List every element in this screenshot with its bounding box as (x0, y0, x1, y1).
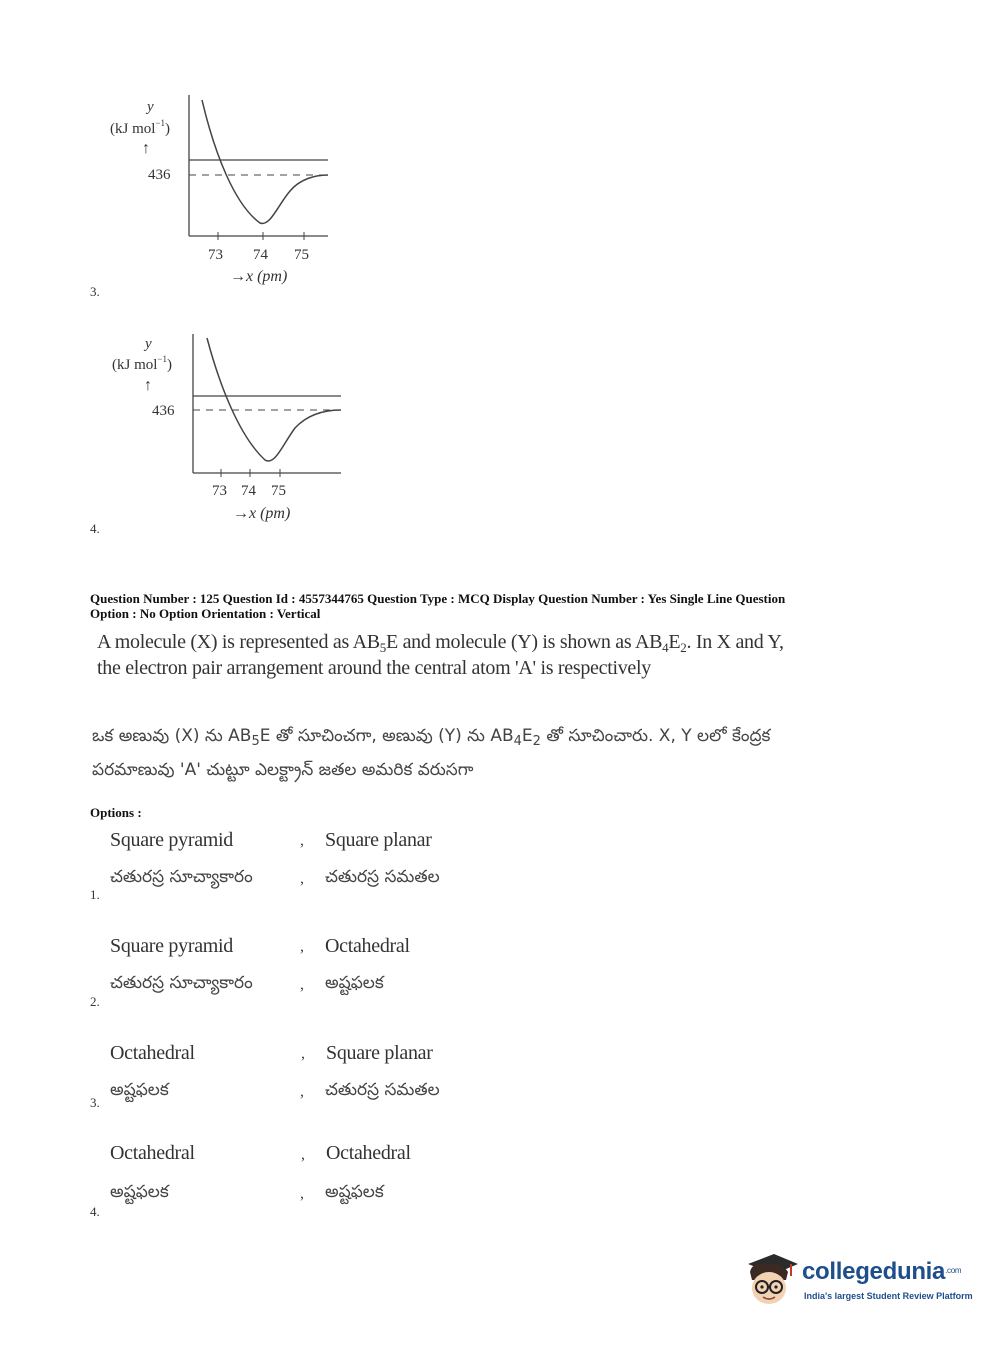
option-4-english-left: Octahedral (110, 1142, 195, 1164)
student-mascot-icon (742, 1250, 800, 1310)
question-meta-line2: Option : No Option Orientation : Vertical (90, 606, 321, 621)
question-meta-line1: Question Number : 125 Question Id : 4557344765 Question Type : MCQ Display Question Number : Yes Single Line Question (90, 591, 786, 606)
graph-x-tick: 75 (294, 247, 309, 263)
graph-x-tick: 73 (212, 483, 227, 499)
option-1-telugu-left: చతురస్ర సూచ్యాకారం (110, 867, 253, 887)
option-1-telugu-right: చతురస్ర సమతల (325, 867, 440, 887)
graph-x-label: →x (pm) (230, 268, 288, 285)
option-separator: , (301, 1045, 305, 1062)
graph-up-arrow: ↑ (142, 140, 150, 157)
option-1-english-left: Square pyramid (110, 829, 233, 851)
question-text-telugu-line2: పరమాణువు 'A' చుట్టూ ఎలక్ట్రాన్ జతల అమరిక వరుసగా (92, 760, 474, 780)
option-number: 4. (90, 521, 100, 536)
question-text-english-line1: A molecule (X) is represented as $AB_5E$ and molecule (Y) is shown as $AB_4E_2$. In X and Y, (97, 631, 784, 655)
question-text-telugu-line1: ఒక అణువు (X) ను $AB_5E$ తో సూచించగా, అణువు (Y) ను $AB_4E_2$ తో సూచించారు. X, Y లలో కేంద్రక (92, 726, 771, 749)
option-2-english-left: Square pyramid (110, 935, 233, 957)
graph-y-label: y (147, 99, 154, 115)
option-4-english-right: Octahedral (326, 1142, 411, 1164)
graph-x-label: →x (pm) (233, 505, 291, 522)
options-label: Options : (90, 805, 142, 820)
graph-y-value: 436 (152, 403, 175, 419)
option-3-telugu-left: అష్టఫలక (110, 1080, 169, 1100)
graph-y-value: 436 (148, 167, 171, 183)
option-number: 3. (90, 284, 100, 299)
graph-y-label: y (145, 336, 152, 352)
brand-name-text: collegedunia (802, 1258, 946, 1285)
option-separator: , (300, 976, 304, 993)
question-text-english-line2: the electron pair arrangement around the central atom 'A' is respectively (97, 657, 651, 679)
option-number: 2. (90, 994, 100, 1009)
graph-up-arrow: ↑ (144, 377, 152, 394)
option-separator: , (300, 870, 304, 887)
option-number: 4. (90, 1204, 100, 1219)
option-separator: , (300, 1083, 304, 1100)
graph-unit-label: (kJ mol$^{-1}$) (112, 354, 172, 373)
option-3-english-left: Octahedral (110, 1042, 195, 1064)
option-number: 3. (90, 1095, 100, 1110)
option-number: 1. (90, 887, 100, 902)
brand-suffix: .com (945, 1266, 962, 1275)
graph-x-tick: 73 (208, 247, 223, 263)
option-2-telugu-right: అష్టఫలక (325, 973, 384, 993)
option-4-telugu-left: అష్టఫలక (110, 1182, 169, 1202)
option-3-english-right: Square planar (326, 1042, 433, 1064)
collegedunia-logo (742, 1250, 972, 1312)
graph-option-4 (100, 332, 350, 532)
option-separator: , (300, 1185, 304, 1202)
option-3-telugu-right: చతురస్ర సమతల (325, 1080, 440, 1100)
option-separator: , (300, 832, 304, 849)
option-separator: , (301, 1146, 305, 1163)
option-4-telugu-right: అష్టఫలక (325, 1182, 384, 1202)
graph-x-tick: 75 (271, 483, 286, 499)
graph-x-tick: 74 (241, 483, 256, 499)
graph-unit-label: (kJ mol$^{-1}$) (110, 118, 170, 137)
option-2-telugu-left: చతురస్ర సూచ్యాకారం (110, 973, 253, 993)
option-1-english-right: Square planar (325, 829, 432, 851)
graph-x-tick: 74 (253, 247, 268, 263)
brand-name (802, 1258, 961, 1286)
graph-option-3 (100, 95, 340, 295)
brand-tagline: India's largest Student Review Platform (804, 1291, 973, 1301)
option-separator: , (300, 938, 304, 955)
option-2-english-right: Octahedral (325, 935, 410, 957)
